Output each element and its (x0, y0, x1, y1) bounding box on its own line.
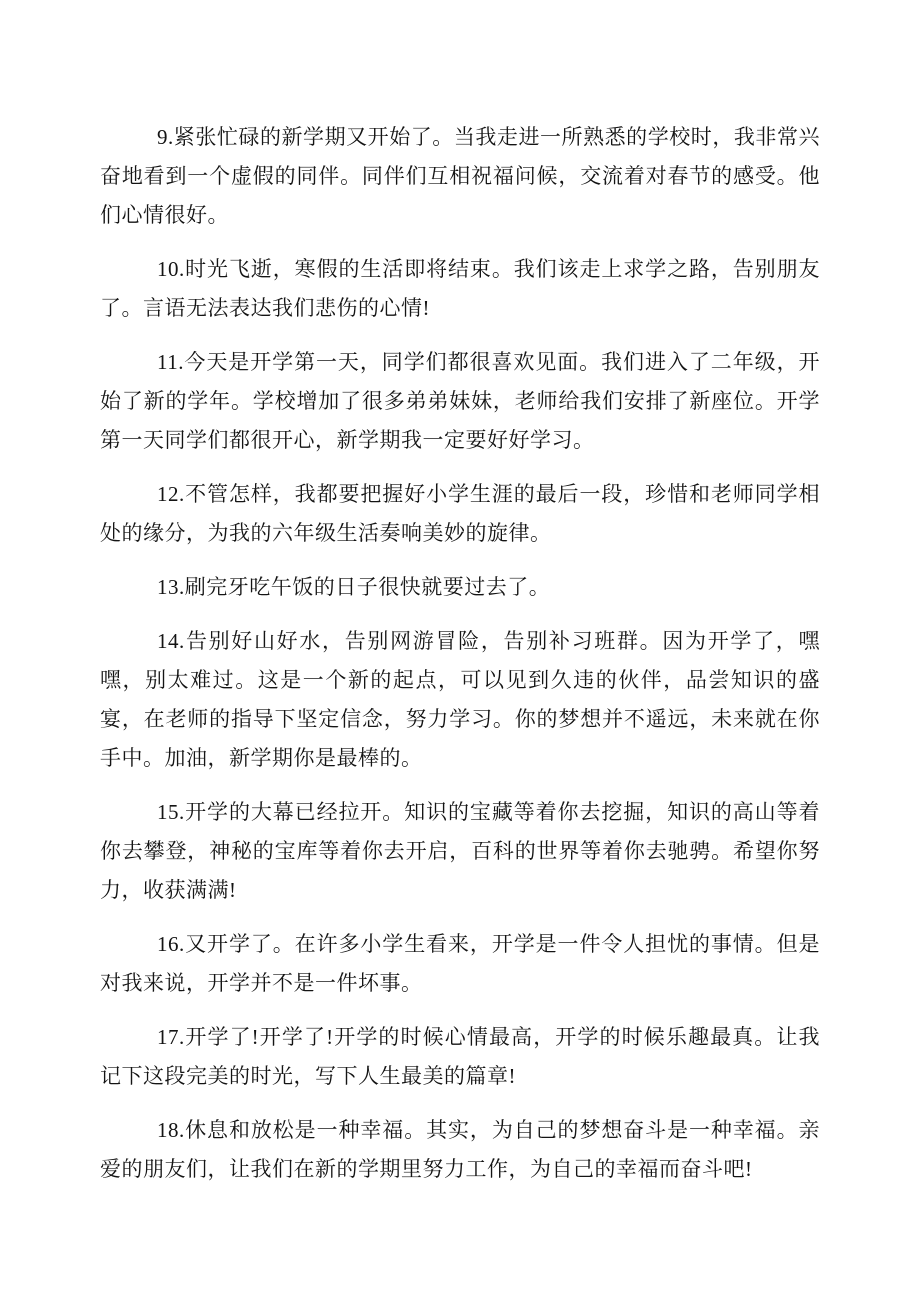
paragraph-17: 17.开学了!开学了!开学的时候心情最高，开学的时候乐趣最真。让我记下这段完美的时光，写下人生最美的篇章! (100, 1025, 820, 1088)
paragraph-10: 10.时光飞逝，寒假的生活即将结束。我们该走上求学之路，告别朋友了。言语无法表达我们悲伤的心情! (100, 257, 820, 320)
document-body (100, 118, 820, 1189)
paragraph-12: 12.不管怎样，我都要把握好小学生涯的最后一段，珍惜和老师同学相处的缘分，为我的六年级生活奏响美妙的旋律。 (100, 482, 820, 545)
paragraph-11: 11.今天是开学第一天，同学们都很喜欢见面。我们进入了二年级，开始了新的学年。学校增加了很多弟弟妹妹，老师给我们安排了新座位。开学第一天同学们都很开心，新学期我一定要好好学习。 (100, 350, 820, 452)
paragraph-16: 16.又开学了。在许多小学生看来，开学是一件令人担忧的事情。但是对我来说，开学并不是一件坏事。 (100, 932, 820, 995)
paragraph-18: 18.休息和放松是一种幸福。其实，为自己的梦想奋斗是一种幸福。亲爱的朋友们，让我们在新的学期里努力工作，为自己的幸福而奋斗吧! (100, 1118, 820, 1181)
paragraph-9: 9.紧张忙碌的新学期又开始了。当我走进一所熟悉的学校时，我非常兴奋地看到一个虚假的同伴。同伴们互相祝福问候，交流着对春节的感受。他们心情很好。 (100, 125, 820, 227)
paragraph-14: 14.告别好山好水，告别网游冒险，告别补习班群。因为开学了，嘿嘿，别太难过。这是一个新的起点，可以见到久违的伙伴，品尝知识的盛宴，在老师的指导下坚定信念，努力学习。你的梦想并不遥远，未来就在你手中。加油，新学期你是最棒的。 (100, 629, 820, 770)
paragraph-15: 15.开学的大幕已经拉开。知识的宝藏等着你去挖掘，知识的高山等着你去攀登，神秘的宝库等着你去开启，百科的世界等着你去驰骋。希望你努力，收获满满! (100, 800, 820, 902)
paragraph-13: 13.刷完牙吃午饭的日子很快就要过去了。 (157, 575, 551, 599)
